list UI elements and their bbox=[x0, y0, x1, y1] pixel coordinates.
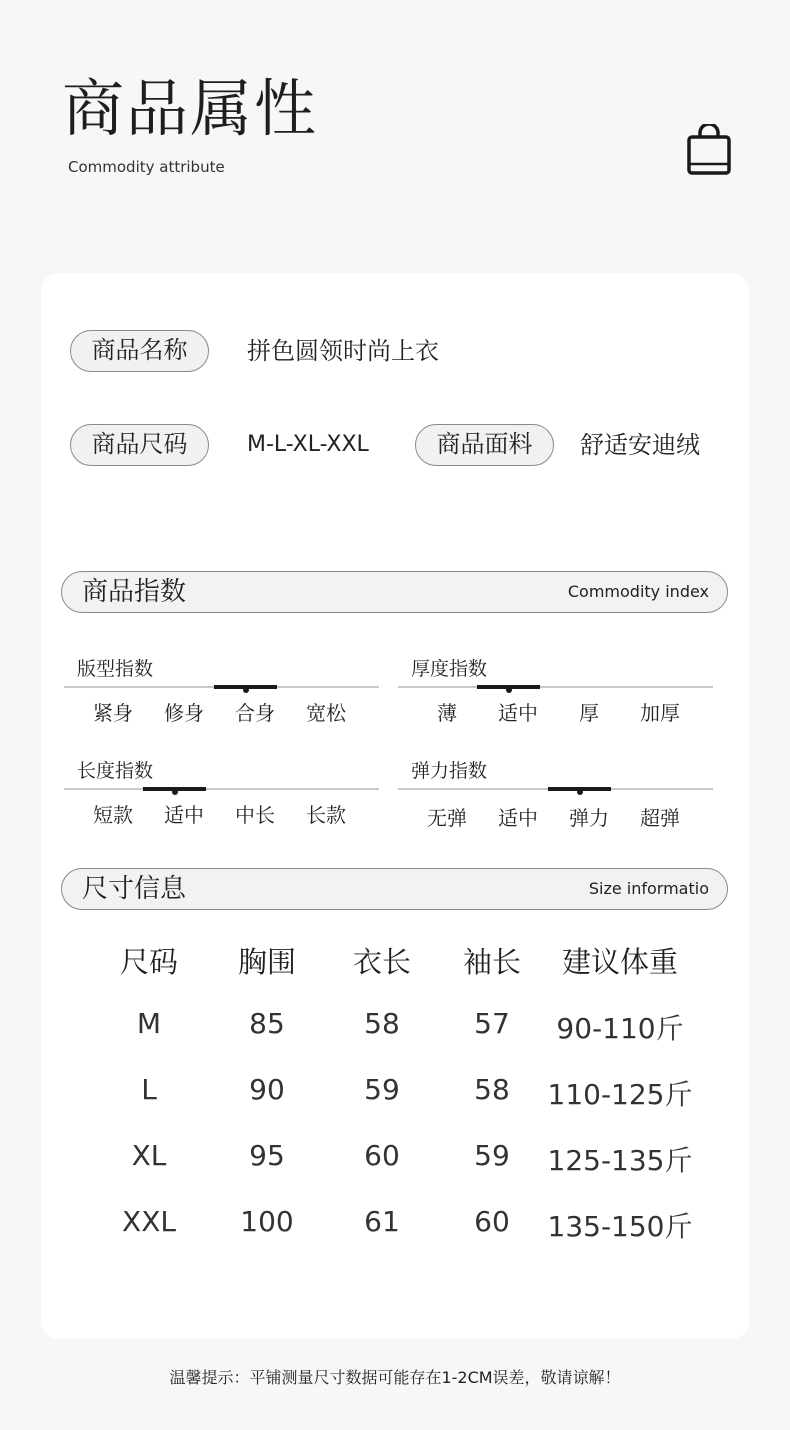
table-cell: XXL bbox=[122, 1205, 176, 1238]
table-header-cell: 胸围 bbox=[237, 945, 297, 979]
index-option: 修身 bbox=[164, 701, 204, 725]
table-cell: 135-150斤 bbox=[547, 1210, 693, 1243]
attr-name-value: 拼色圆领时尚上衣 bbox=[247, 337, 439, 365]
attr-size-value: M-L-XL-XXL bbox=[247, 432, 369, 457]
shopping-bag-icon bbox=[686, 124, 732, 176]
index-scale-line bbox=[64, 788, 379, 790]
index-title: 长度指数 bbox=[77, 760, 154, 782]
index-option: 无弹 bbox=[427, 806, 467, 830]
table-cell: L bbox=[141, 1073, 157, 1106]
table-cell: 95 bbox=[249, 1139, 285, 1172]
attr-size-label: 商品尺码 bbox=[70, 424, 209, 466]
table-header-cell: 尺码 bbox=[119, 945, 179, 979]
table-header-cell: 建议体重 bbox=[561, 945, 679, 979]
index-option: 薄 bbox=[437, 701, 457, 725]
index-section-title: 商品指数 bbox=[82, 577, 187, 607]
size-section-bar bbox=[61, 868, 728, 910]
table-cell: 125-135斤 bbox=[547, 1144, 693, 1177]
index-option: 长款 bbox=[306, 803, 346, 827]
index-section-bar bbox=[61, 571, 728, 613]
table-cell: 59 bbox=[364, 1073, 400, 1106]
index-option: 厚 bbox=[579, 701, 599, 725]
index-option: 超弹 bbox=[640, 806, 680, 830]
index-option: 中长 bbox=[235, 803, 275, 827]
table-cell: 60 bbox=[364, 1139, 400, 1172]
table-cell: 90 bbox=[249, 1073, 285, 1106]
index-option: 短款 bbox=[93, 803, 133, 827]
index-section-subtitle: Commodity index bbox=[567, 582, 709, 601]
page-title: 商品属性 bbox=[62, 72, 319, 145]
page-subtitle: Commodity attribute bbox=[68, 158, 225, 176]
footer-note: 温馨提示：平铺测量尺寸数据可能存在1-2CM误差，敬请谅解！ bbox=[169, 1368, 621, 1387]
table-cell: XL bbox=[131, 1139, 167, 1172]
table-cell: 61 bbox=[364, 1205, 400, 1238]
index-option: 适中 bbox=[498, 701, 538, 725]
table-cell: 90-110斤 bbox=[556, 1012, 684, 1045]
table-cell: 110-125斤 bbox=[547, 1078, 693, 1111]
index-selected-dot bbox=[577, 789, 583, 795]
table-header-cell: 衣长 bbox=[352, 945, 412, 979]
table-cell: 58 bbox=[474, 1073, 510, 1106]
index-title: 厚度指数 bbox=[411, 658, 488, 680]
index-scale-line bbox=[398, 686, 713, 688]
index-option: 适中 bbox=[498, 806, 538, 830]
index-option: 适中 bbox=[164, 803, 204, 827]
attr-name-label: 商品名称 bbox=[70, 330, 209, 372]
size-section-subtitle: Size informatio bbox=[588, 879, 709, 898]
size-section-title: 尺寸信息 bbox=[82, 874, 187, 904]
table-cell: 100 bbox=[240, 1205, 294, 1238]
index-option: 合身 bbox=[235, 701, 275, 725]
table-cell: 57 bbox=[474, 1007, 510, 1040]
index-option: 弹力 bbox=[569, 806, 609, 830]
index-option: 宽松 bbox=[306, 701, 346, 725]
index-title: 弹力指数 bbox=[411, 760, 488, 782]
table-cell: 60 bbox=[474, 1205, 510, 1238]
index-option: 紧身 bbox=[93, 701, 133, 725]
index-selected-dot bbox=[243, 687, 249, 693]
attr-fabric-value: 舒适安迪绒 bbox=[580, 431, 700, 459]
table-cell: 59 bbox=[474, 1139, 510, 1172]
table-cell: 85 bbox=[249, 1007, 285, 1040]
table-header-cell: 袖长 bbox=[462, 945, 522, 979]
index-title: 版型指数 bbox=[77, 658, 154, 680]
index-selected-dot bbox=[506, 687, 512, 693]
table-cell: M bbox=[136, 1007, 162, 1040]
index-selected-dot bbox=[172, 789, 178, 795]
index-option: 加厚 bbox=[640, 701, 680, 725]
table-cell: 58 bbox=[364, 1007, 400, 1040]
attr-fabric-label: 商品面料 bbox=[415, 424, 554, 466]
